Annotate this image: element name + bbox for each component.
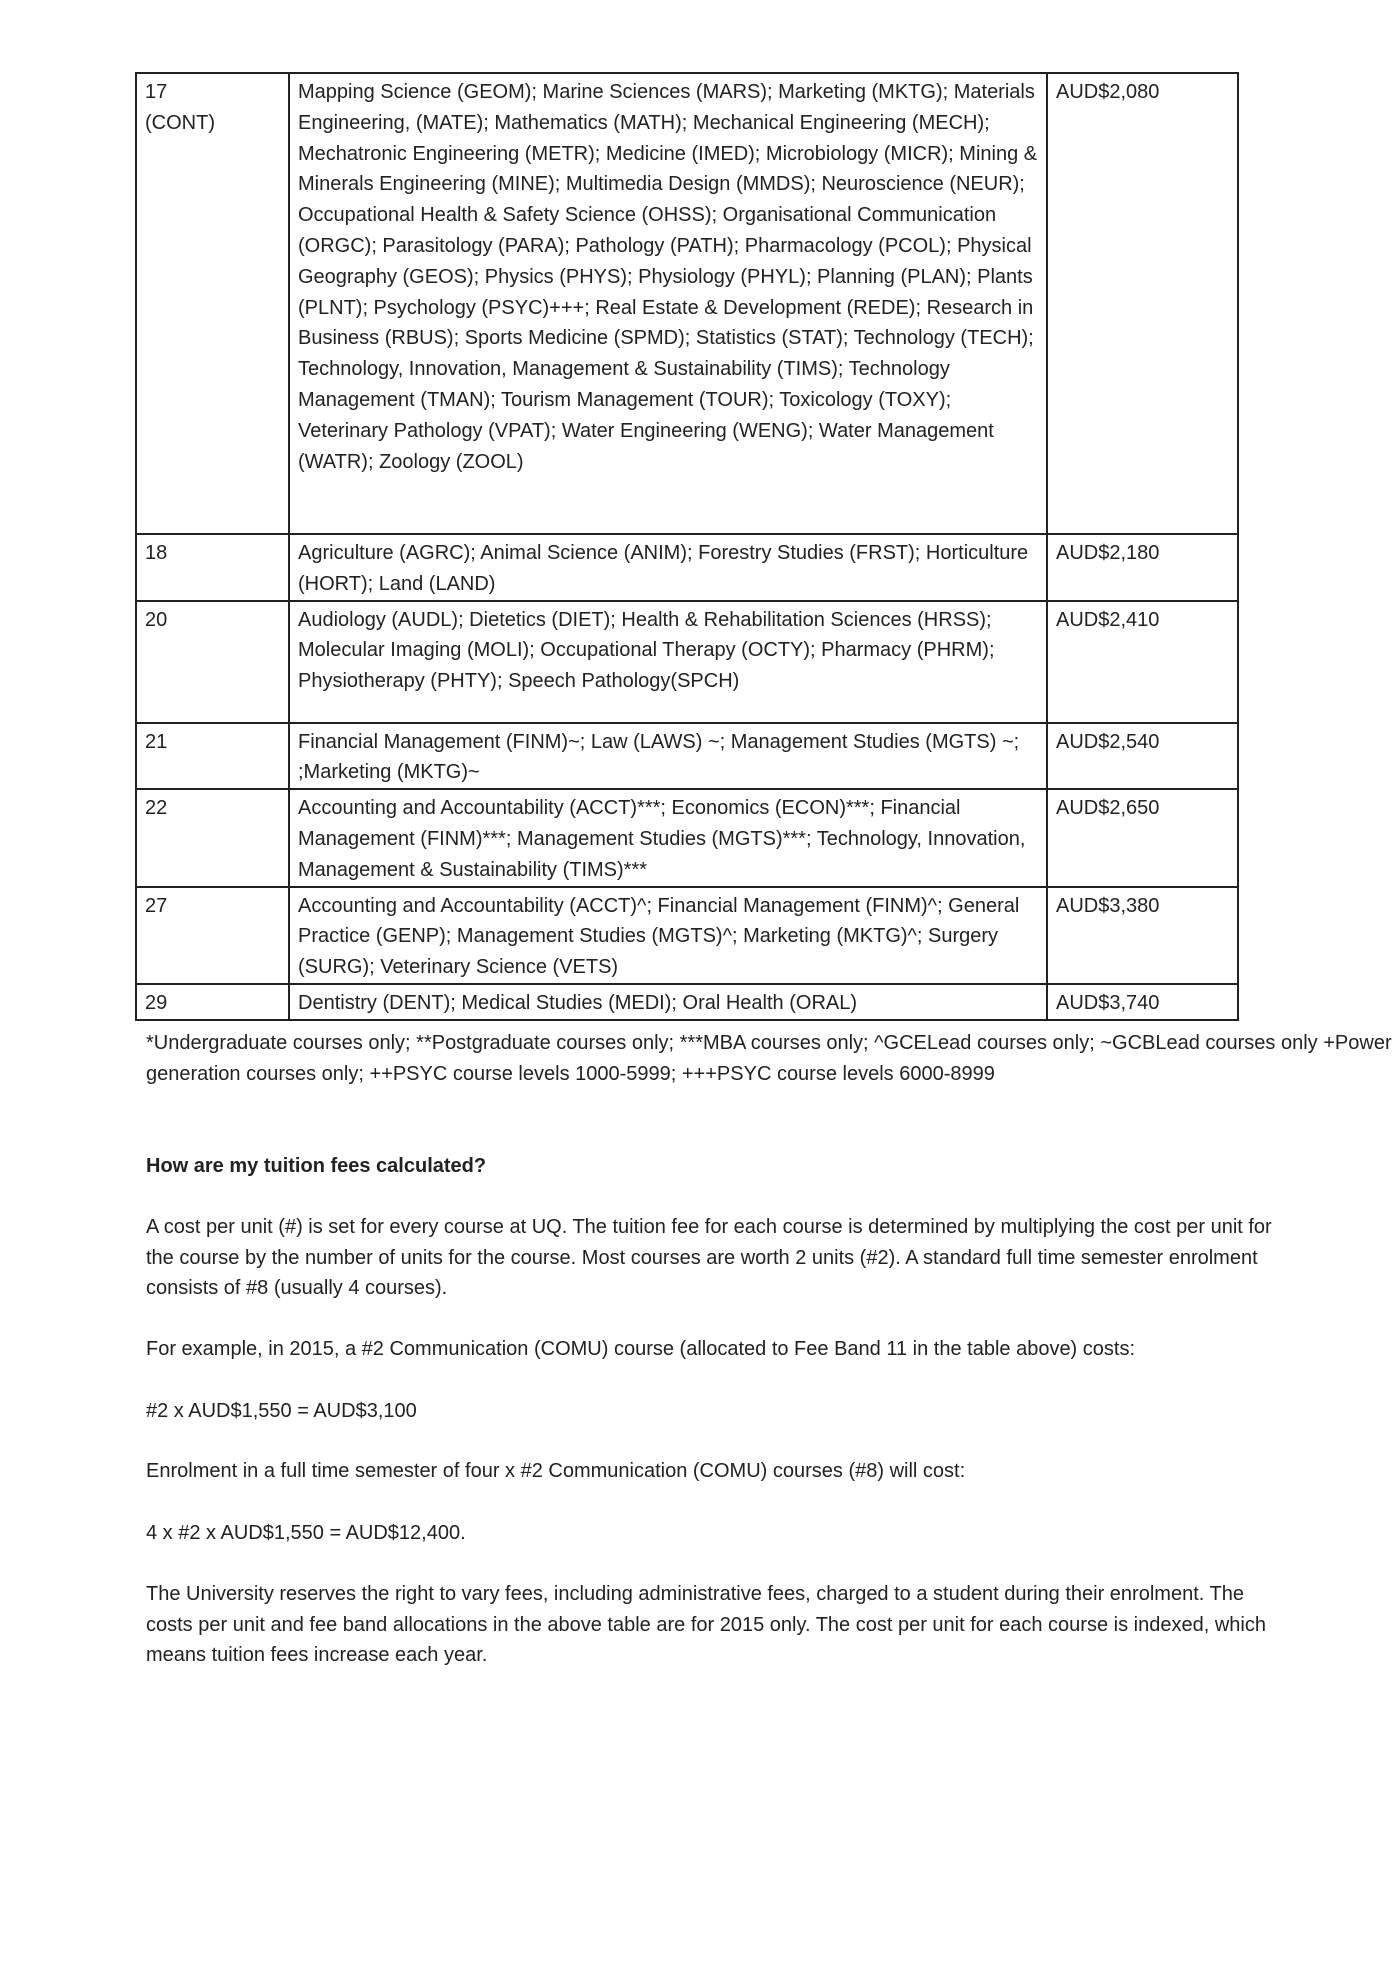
cost-cell: AUD$2,540 xyxy=(1047,723,1238,790)
fee-band-cell: 22 xyxy=(136,789,289,886)
fee-band-cell: 29 xyxy=(136,984,289,1020)
example-calculation: #2 x AUD$1,550 = AUD$3,100 xyxy=(146,1400,417,1422)
courses-cell: Financial Management (FINM)~; Law (LAWS) ~; Management Studies (MGTS) ~; ;Marketing (MKTG)~ xyxy=(289,723,1047,790)
cost-cell: AUD$2,410 xyxy=(1047,601,1238,723)
example-intro: For example, in 2015, a #2 Communication (COMU) course (allocated to Fee Band 11 in the table above) costs: xyxy=(146,1338,1136,1360)
fee-band-table xyxy=(135,72,1239,1021)
table-row xyxy=(136,534,1238,601)
courses-cell: Accounting and Accountability (ACCT)^; Financial Management (FINM)^; General Practice (GENP); Management Studies (MGTS)^; Marketing (MKTG)^; Surgery (SURG); Veterinary Science (VETS) xyxy=(289,887,1047,984)
table-row xyxy=(136,73,1238,534)
fee-band-cell: 20 xyxy=(136,601,289,723)
fee-band-number: 17 xyxy=(145,81,168,103)
courses-cell: Agriculture (AGRC); Animal Science (ANIM); Forestry Studies (FRST); Horticulture (HORT); Land (LAND) xyxy=(289,534,1047,601)
courses-cell: Audiology (AUDL); Dietetics (DIET); Health & Rehabilitation Sciences (HRSS); Molecular Imaging (MOLI); Occupational Therapy (OCTY); Pharmacy (PHRM); Physiotherapy (PHTY); Speech Pathology(SPCH) xyxy=(289,601,1047,723)
section-heading: How are my tuition fees calculated? xyxy=(146,1155,487,1177)
cost-cell: AUD$2,180 xyxy=(1047,534,1238,601)
fee-band-cell: 27 xyxy=(136,887,289,984)
table-footnote: *Undergraduate courses only; **Postgraduate courses only; ***MBA courses only; ^GCELead courses only; ~GCBLead courses only +Power generation courses only; ++PSYC course levels 1000-5999; +++PSYC course levels 6000-8999 xyxy=(146,1032,1392,1085)
fee-band-cell: 18 xyxy=(136,534,289,601)
enrolment-intro: Enrolment in a full time semester of four x #2 Communication (COMU) courses (#8) will cost: xyxy=(146,1460,966,1482)
table-row xyxy=(136,723,1238,790)
fees-disclaimer: The University reserves the right to vary fees, including administrative fees, charged to a student during their enrolment. The costs per unit and fee band allocations in the above table are for 2015 only. The cost per unit for each course is indexed, which means tuition fees increase each year. xyxy=(146,1583,1266,1666)
fee-band-cell xyxy=(136,73,289,534)
table-row xyxy=(136,887,1238,984)
cost-per-unit-paragraph: A cost per unit (#) is set for every course at UQ. The tuition fee for each course is determined by multiplying the cost per unit for the course by the number of units for the course. Most courses are worth 2 units (#2). A standard full time semester enrolment consists of #8 (usually 4 courses). xyxy=(146,1216,1272,1299)
courses-cell: Accounting and Accountability (ACCT)***; Economics (ECON)***; Financial Management (FINM)***; Management Studies (MGTS)***; Technology, Innovation, Management & Sustainability (TIMS)*** xyxy=(289,789,1047,886)
table-row xyxy=(136,984,1238,1020)
enrolment-calculation: 4 x #2 x AUD$1,550 = AUD$12,400. xyxy=(146,1522,466,1544)
courses-cell: Mapping Science (GEOM); Marine Sciences (MARS); Marketing (MKTG); Materials Engineering, (MATE); Mathematics (MATH); Mechanical Engineering (MECH); Mechatronic Engineering (METR); Medicine (IMED); Microbiology (MICR); Mining & Minerals Engineering (MINE); Multimedia Design (MMDS); Neuroscience (NEUR); Occupational Health & Safety Science (OHSS); Organisational Communication (ORGC); Parasitology (PARA); Pathology (PATH); Pharmacology (PCOL); Physical Geography (GEOS); Physics (PHYS); Physiology (PHYL); Planning (PLAN); Plants (PLNT); Psychology (PSYC)+++; Real Estate & Development (REDE); Research in Business (RBUS); Sports Medicine (SPMD); Statistics (STAT); Technology (TECH); Technology, Innovation, Management & Sustainability (TIMS); Technology Management (TMAN); Tourism Management (TOUR); Toxicology (TOXY); Veterinary Pathology (VPAT); Water Engineering (WENG); Water Management (WATR); Zoology (ZOOL) xyxy=(289,73,1047,534)
table-row xyxy=(136,601,1238,723)
cost-cell: AUD$3,380 xyxy=(1047,887,1238,984)
cost-cell: AUD$2,650 xyxy=(1047,789,1238,886)
fee-band-cell: 21 xyxy=(136,723,289,790)
cost-cell: AUD$3,740 xyxy=(1047,984,1238,1020)
courses-cell: Dentistry (DENT); Medical Studies (MEDI); Oral Health (ORAL) xyxy=(289,984,1047,1020)
cost-cell: AUD$2,080 xyxy=(1047,73,1238,534)
fee-band-continued-label: (CONT) xyxy=(145,111,215,134)
table-row xyxy=(136,789,1238,886)
